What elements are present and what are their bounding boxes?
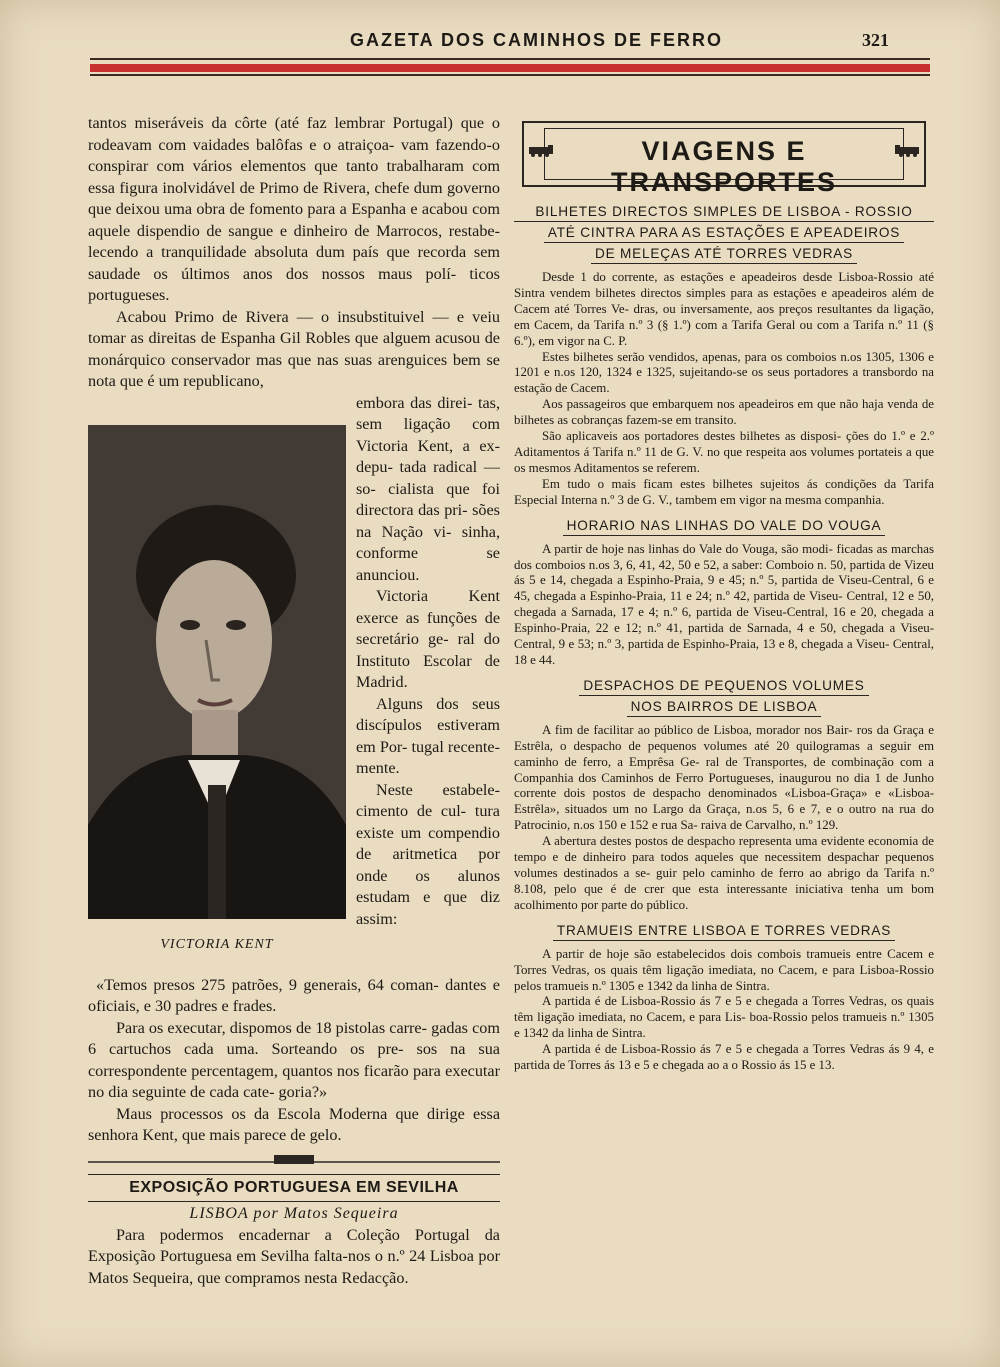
- paragraph: Em tudo o mais ficam estes bilhetes sujeitos ás condições da Tarifa Especial Interna n.º 3 de G. V., tambem em vigor na mesma companhia.: [514, 476, 934, 507]
- paragraph: Estes bilhetes serão vendidos, apenas, para os comboios n.os 1305, 1306 e 1201 e n.os 120, 1324 e 1325, sujeitando-se os seus portadores a transbordo na estação de Cacem.: [514, 349, 934, 396]
- paragraph: Maus processos os da Escola Moderna que dirige essa senhora Kent, que mais parece de gelo.: [88, 1104, 500, 1144]
- expo-body: [88, 1225, 500, 1290]
- s3-body: [514, 723, 934, 914]
- heading-line: TRAMUEIS ENTRE LISBOA E TORRES VEDRAS: [553, 920, 895, 941]
- paragraph: A partida é de Lisboa-Rossio ás 7 e 5 e chegada a Torres Vedras ás 9 4, e partida de Torres ás 13 e 5 e chegada ao a o Rossio ás 15 e 13.: [514, 1042, 934, 1073]
- right-column: [514, 113, 934, 1074]
- paragraph: embora das direi- tas, sem ligação com Victoria Kent, a ex-depu- tada radical — so- cialista que foi directora das pri- sões na Nação vi- sinha, conforme se anunciou.: [356, 393, 500, 584]
- paragraph: Para podermos encadernar a Coleção Portugal da Exposição Portuguesa em Sevilha falta-nos o n.º 24 Lisboa por Matos Sequeira, que compramos nesta Redacção.: [88, 1225, 500, 1287]
- heading-line: NOS BAIRROS DE LISBOA: [627, 696, 822, 717]
- portrait-caption: VICTORIA KENT: [160, 936, 274, 952]
- heading-line: DE MELEÇAS ATÉ TORRES VEDRAS: [591, 243, 857, 264]
- paragraph: «Temos presos 275 patrões, 9 generais, 64 coman- dantes e oficiais, e 30 padres e frades.: [88, 975, 500, 1015]
- section-title: VIAGENS E TRANSPORTES: [610, 136, 838, 197]
- heading-line: BILHETES DIRECTOS SIMPLES DE LISBOA - ROSSIO: [514, 201, 934, 222]
- s1-heading: [514, 201, 934, 264]
- paragraph: A partir de hoje são estabelecidos dois combois tramueis entre Cacem e Torres Vedras, os quais têm ligação imediata, no Cacem, e para Lisboa-Rossio pelos tramueis n.º 1305 e 1342 da linha de Sintra.: [514, 946, 934, 993]
- divider-ornament: [88, 1153, 500, 1172]
- paragraph: Alguns dos seus discípulos estiveram em Por- tugal recente- mente.: [356, 694, 500, 777]
- article-intro: [88, 113, 500, 393]
- s4-heading: [514, 920, 934, 941]
- s2-heading: [514, 515, 934, 536]
- expo-heading: EXPOSIÇÃO PORTUGUESA EM SEVILHA: [88, 1174, 500, 1202]
- header-rule-bottom: [90, 74, 930, 76]
- heading-line: HORARIO NAS LINHAS DO VALE DO VOUGA: [563, 515, 886, 536]
- paragraph: Aos passageiros que embarquem nos apeadeiros em que não haja venda de bilhetes as cobranças fazem-se em transito.: [514, 397, 934, 428]
- header-rule-top: [90, 58, 930, 60]
- heading-line: ATÉ CINTRA PARA AS ESTAÇÕES E APEADEIROS: [544, 222, 904, 243]
- paragraph: São aplicaveis aos portadores destes bilhetes as disposi- ções do 1.º e 2.º Aditamentos á Tarifa n.º 11 de G. V. no que respeita aos volumes portateis a que os mesmos Aditamentos se referem.: [514, 429, 934, 475]
- paragraph: Desde 1 do corrente, as estações e apeadeiros desde Lisboa-Rossio até Sintra vendem bilhetes directos simples para as estações e apeadeiros além de Cacem até Torres Ve- dras, ou inversamente, aos preços resultantes da ligação, em Cacem, da Tarifa n.º 3 (§ 1.º) com a Tarifa Geral ou com a Tarifa n.º 11 (§ 6.º), em vigor na C. P.: [514, 270, 934, 348]
- portrait-block: [88, 393, 500, 975]
- portrait-image: [88, 425, 346, 919]
- journal-title: GAZETA DOS CAMINHOS DE FERRO: [350, 30, 724, 50]
- s1-body: [514, 270, 934, 509]
- wrapped-text: [356, 393, 500, 931]
- article-ending: [88, 975, 500, 1147]
- heading-line: DESPACHOS DE PEQUENOS VOLUMES: [579, 675, 868, 696]
- section-banner: [522, 121, 926, 197]
- paragraph: Victoria Kent exerce as funções de secretário ge- ral do Instituto Escolar de Madrid.: [356, 587, 500, 691]
- s4-body: [514, 947, 934, 1074]
- header-rule-red: [90, 64, 930, 72]
- s2-body: [514, 542, 934, 669]
- paragraph: A fim de facilitar ao público de Lisboa, morador nos Bair- ros da Graça e Estrêla, o despacho de pequenos volumes até 20 quilogramas a seguir em caminho de ferro, a Emprêsa Ge- ral de Transportes, de combinação com a Companhia dos Caminhos de Ferro Portugueses, inaugurou no dia 1 de Junho corrente dois postos de despacho denominados «Lisboa-Graça» e «Lisboa-Estrêla», situados um no Largo da Graça, n.os 5, 6 e 7, e o outro na rua do Patrocinio, n.os 150 e 152 e rua Sa- raiva de Carvalho, n.º 129.: [514, 722, 934, 833]
- left-column: [88, 113, 500, 1289]
- train-icon: [894, 145, 920, 157]
- expo-subheading: LISBOA por Matos Sequeira: [189, 1204, 399, 1222]
- s3-heading: [514, 675, 934, 717]
- paragraph: Neste estabele- cimento de cul- tura existe um compendio de aritmetica por onde os alunos estudam e que diz assim:: [356, 780, 500, 928]
- page-number: 321: [862, 30, 889, 50]
- paragraph: Acabou Primo de Rivera — o insubstituivel — e veiu tomar as direitas de Espanha Gil Robles que alguem acusou de monárquico conservador mas que nas suas arenguices bem se nota que é um republicano,: [88, 307, 500, 390]
- running-header: [0, 0, 1000, 80]
- paragraph: A partida é de Lisboa-Rossio ás 7 e 5 e chegada a Torres Vedras, os quais têm ligação imediata, no Cacem, e para Lis- boa-Rossio pelos tramueis n.º 1305 e 1342 da linha de Sintra.: [514, 994, 934, 1041]
- paragraph: A abertura destes postos de despacho representa uma evidente economia de tempo e de dinheiro para todos aqueles que necessitem despachar pequenos volumes destinados a se- guir pelo caminho de ferro ao abrigo da Tarifa n.º 8.108, pelo que é de crer que esta interessante iniciativa tenha um bom acolhimento por parte do público.: [514, 834, 934, 912]
- paragraph: tantos miseráveis da côrte (até faz lembrar Portugal) que o rodeavam com vaidades balôfas e o atraiçoa- vam fazendo-o conspirar com vários elementos que tanto trabalharam com essa figura inolvidável de Primo de Rivera, chefe dum governo que deixou uma obra de fomento para a Espanha e acabou com aquele dispendio de sangue e dinheiro de Marrocos, restabe- lecendo a tranquilidade absoluta dum país que recorda sem saudade os últimos anos dos nossos maus polí- ticos portugueses.: [88, 114, 500, 304]
- paragraph: Para os executar, dispomos de 18 pistolas carre- gadas com 6 cartuchos cada uma. Sorteando os pre- sos na sua correspondente percentagem, quantos nos ficarão para executar no dia seguinte de cada cate- goria?»: [88, 1018, 500, 1101]
- paragraph: A partir de hoje nas linhas do Vale do Vouga, são modi- ficadas as marchas dos comboios n.os 3, 6, 41, 42, 50 e 52, a saber: Comboio n. 50, partida de Vizeu ás 5 e 14, chegada a Espinho-Praia, 9 e 45; n.º 5, partida de Viseu-Central, 6 e 45, chegada a Espinho-Praia, 11 e 24; n.º 42, partida de Viseu- Central, 12 e 50, chegada a Sarnada, 17 e 4; n.º 6, partida de Viseu-Central, 16 e 20, chegada a Espinho-Praia, 22 e 12; n.º 41, partida de Sarnada, 4 e 50, chegada a Viseu-Central, 9 e 53; n.º 3, partida de Espinho-Praia, 13 e 8, chegada a Viseu- Central, 18 e 44.: [514, 541, 934, 667]
- portrait-photo: [88, 425, 346, 919]
